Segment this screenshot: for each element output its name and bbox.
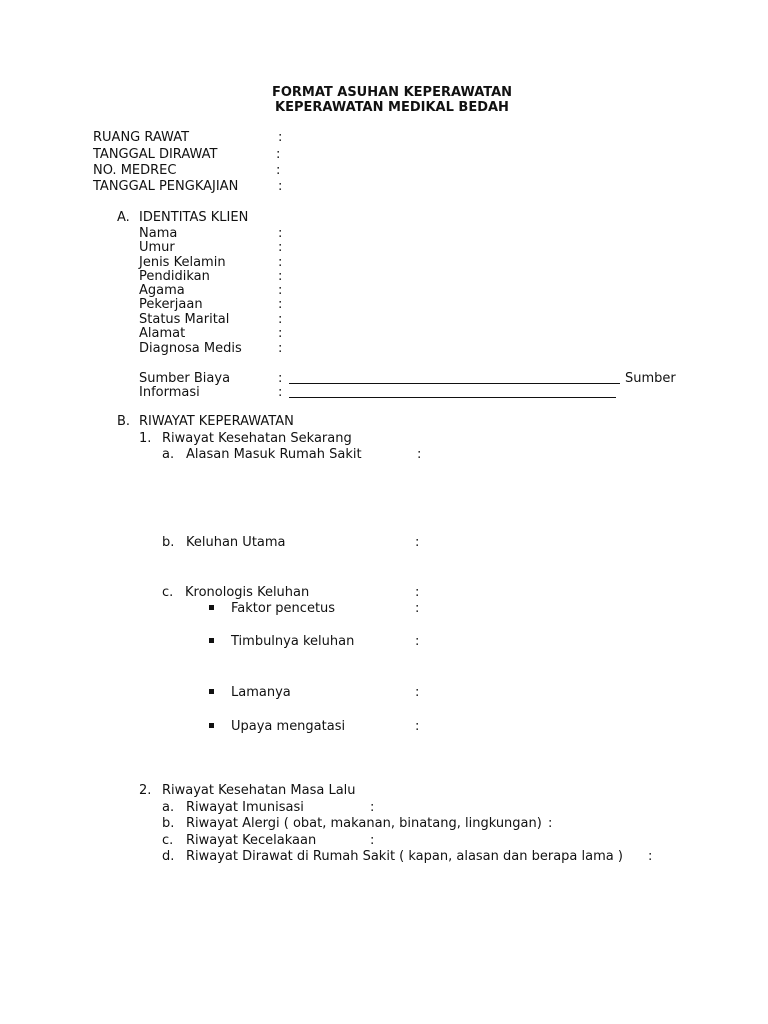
field-colon: : — [278, 312, 283, 327]
field-colon: : — [370, 833, 375, 848]
field-colon: : — [415, 601, 420, 616]
section-a-letter: A. — [117, 210, 130, 225]
bullet-label-faktor-pencetus: Faktor pencetus — [231, 601, 336, 616]
field-label-pekerjaan: Pekerjaan — [139, 297, 203, 312]
field-colon: : — [278, 269, 283, 284]
bullet-icon — [209, 605, 214, 610]
field-colon: : — [278, 326, 283, 341]
field-colon: : — [278, 371, 283, 386]
field-label-tanggal-dirawat: TANGGAL DIRAWAT — [93, 147, 218, 162]
subsection-1-title: Riwayat Kesehatan Sekarang — [162, 431, 352, 446]
field-colon: : — [415, 634, 420, 649]
item-label-riwayat-dirawat: Riwayat Dirawat di Rumah Sakit ( kapan, alasan dan berapa lama ) — [186, 849, 623, 864]
field-colon: : — [278, 283, 283, 298]
field-colon: : — [278, 385, 283, 400]
sumber-biaya-blank-line[interactable] — [289, 383, 620, 384]
bullet-icon — [209, 723, 214, 728]
field-colon: : — [278, 179, 283, 194]
field-colon: : — [415, 719, 420, 734]
section-b-title: RIWAYAT KEPERAWATAN — [139, 414, 294, 429]
field-colon: : — [417, 447, 422, 462]
field-label-alamat: Alamat — [139, 326, 186, 341]
doc-title-line2: KEPERAWATAN MEDIKAL BEDAH — [275, 100, 509, 115]
item-letter: b. — [162, 535, 175, 550]
bullet-label-upaya-mengatasi: Upaya mengatasi — [231, 719, 346, 734]
subsection-1-number: 1. — [139, 431, 152, 446]
field-colon: : — [415, 685, 420, 700]
section-b-letter: B. — [117, 414, 131, 429]
bullet-label-timbulnya-keluhan: Timbulnya keluhan — [231, 634, 355, 649]
field-colon: : — [278, 226, 283, 241]
doc-title-line1: FORMAT ASUHAN KEPERAWATAN — [271, 85, 513, 100]
field-colon: : — [415, 535, 420, 550]
field-label-sumber-biaya: Sumber Biaya — [139, 371, 231, 386]
item-letter: b. — [162, 816, 175, 831]
item-label-kronologis-keluhan: Kronologis Keluhan — [185, 585, 310, 600]
item-letter: a. — [162, 800, 175, 815]
field-colon: : — [278, 240, 283, 255]
item-letter: a. — [162, 447, 175, 462]
item-label-riwayat-alergi: Riwayat Alergi ( obat, makanan, binatang, lingkungan) — [186, 816, 542, 831]
item-letter: c. — [162, 833, 174, 848]
field-label-ruang-rawat: RUANG RAWAT — [93, 130, 190, 145]
field-label-umur: Umur — [139, 240, 175, 255]
item-label-keluhan-utama: Keluhan Utama — [186, 535, 286, 550]
subsection-2-title: Riwayat Kesehatan Masa Lalu — [162, 783, 356, 798]
sumber-trailing-text: Sumber — [625, 371, 676, 386]
field-colon: : — [415, 585, 420, 600]
field-colon: : — [370, 800, 375, 815]
field-colon: : — [278, 297, 283, 312]
field-label-jenis-kelamin: Jenis Kelamin — [139, 255, 226, 270]
field-label-tanggal-pengkajian: TANGGAL PENGKAJIAN — [93, 179, 239, 194]
item-letter: d. — [162, 849, 175, 864]
informasi-blank-line[interactable] — [289, 397, 616, 398]
field-colon: : — [276, 163, 281, 178]
section-a-title: IDENTITAS KLIEN — [139, 210, 249, 225]
field-colon: : — [278, 130, 283, 145]
field-colon: : — [648, 849, 653, 864]
field-label-pendidikan: Pendidikan — [139, 269, 210, 284]
field-label-diagnosa-medis: Diagnosa Medis — [139, 341, 242, 356]
bullet-icon — [209, 689, 214, 694]
field-label-informasi: Informasi — [139, 385, 200, 400]
field-label-agama: Agama — [139, 283, 185, 298]
field-colon: : — [278, 341, 283, 356]
subsection-2-number: 2. — [139, 783, 152, 798]
item-label-riwayat-imunisasi: Riwayat Imunisasi — [186, 800, 304, 815]
field-colon: : — [276, 147, 281, 162]
field-label-nama: Nama — [139, 226, 178, 241]
item-label-riwayat-kecelakaan: Riwayat Kecelakaan — [186, 833, 317, 848]
field-label-no-medrec: NO. MEDREC — [93, 163, 177, 178]
field-colon: : — [548, 816, 553, 831]
bullet-icon — [209, 638, 214, 643]
field-label-status-marital: Status Marital — [139, 312, 230, 327]
field-colon: : — [278, 255, 283, 270]
item-letter: c. — [162, 585, 174, 600]
bullet-label-lamanya: Lamanya — [231, 685, 291, 700]
item-label-alasan-masuk: Alasan Masuk Rumah Sakit — [186, 447, 362, 462]
